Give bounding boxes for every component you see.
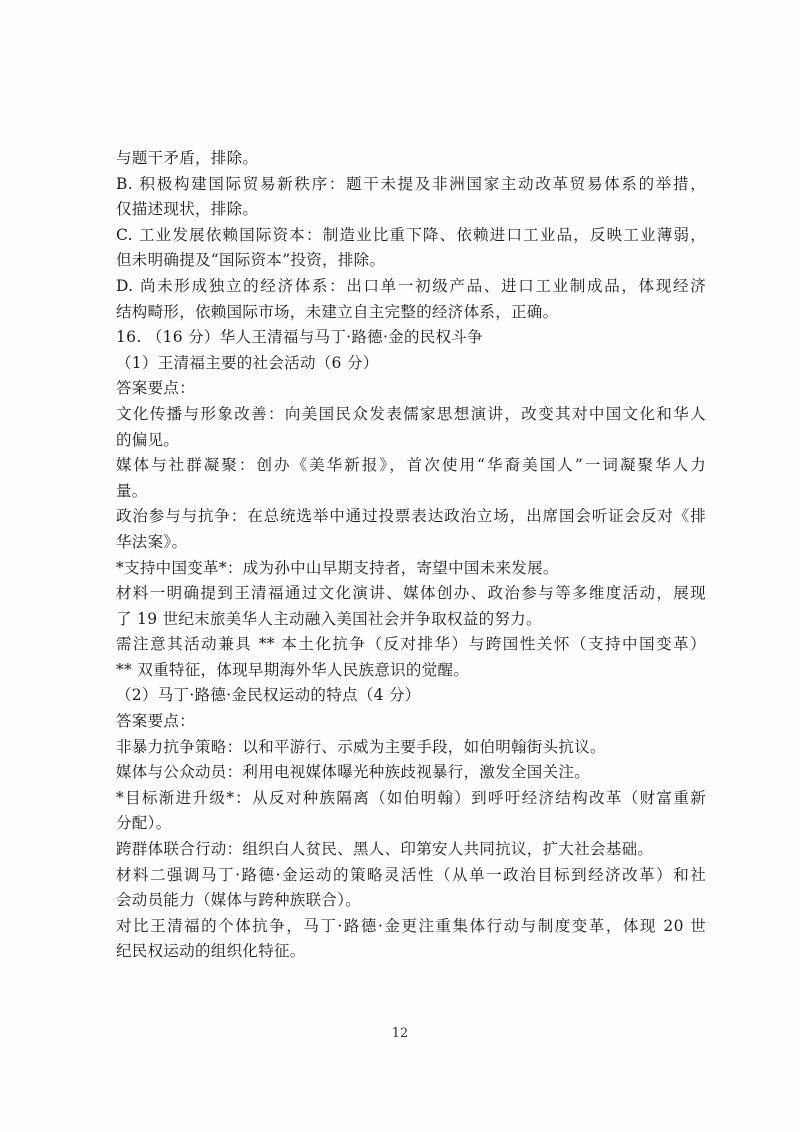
text-line: 仅描述现状，排除。 xyxy=(116,200,259,219)
text-line: 材料二强调马丁·路德·金运动的策略灵活性（从单一政治目标到经济改革）和社 xyxy=(116,865,706,884)
text-line: 但未明确提及“国际资本”投资，排除。 xyxy=(116,251,386,270)
text-line: 分配）。 xyxy=(116,814,172,833)
text-line: B. 积极构建国际贸易新秩序：题干未提及非洲国家主动改革贸易体系的举措， xyxy=(116,174,706,193)
text-line: 结构畸形，依赖国际市场，未建立自主完整的经济体系，正确。 xyxy=(116,302,559,321)
text-line: C. 工业发展依赖国际资本：制造业比重下降、依赖进口工业品，反映工业薄弱， xyxy=(116,225,706,244)
page-number: 12 xyxy=(391,1026,409,1041)
text-line: 跨群体联合行动：组织白人贫民、黑人、印第安人共同抗议，扩大社会基础。 xyxy=(116,840,654,859)
text-line: 答案要点： xyxy=(116,712,196,731)
text-line: 纪民权运动的组织化特征。 xyxy=(116,942,306,961)
text-line: *支持中国变革*：成为孙中山早期支持者，寄望中国未来发展。 xyxy=(116,558,559,577)
text-line: 媒体与公众动员：利用电视媒体曝光种族歧视暴行，激发全国关注。 xyxy=(116,763,591,782)
text-line: 媒体与社群凝聚：创办《美华新报》，首次使用“华裔美国人”一词凝聚华人力 xyxy=(116,456,706,475)
text-line: ** 双重特征，体现早期海外华人民族意识的觉醒。 xyxy=(116,660,470,679)
text-line: 了 19 世纪末旅美华人主动融入美国社会并争取权益的努力。 xyxy=(116,609,542,628)
text-line: 材料一明确提到王清福通过文化演讲、媒体创办、政治参与等多维度活动，展现 xyxy=(116,584,706,603)
text-line: 答案要点： xyxy=(116,379,196,398)
text-line: 会动员能力（媒体与跨种族联合）。 xyxy=(116,891,362,910)
text-line: 华法案》。 xyxy=(116,532,188,551)
text-line: 非暴力抗争策略：以和平游行、示威为主要手段，如伯明翰街头抗议。 xyxy=(116,737,606,756)
text-line: （2）马丁·路德·金民权运动的特点（4 分） xyxy=(116,686,421,705)
text-line: 量。 xyxy=(116,481,148,500)
text-line: 文化传播与形象改善：向美国民众发表儒家思想演讲，改变其对中国文化和华人 xyxy=(116,404,706,423)
text-line: 与题干矛盾，排除。 xyxy=(116,149,259,167)
text-line: （1）王清福主要的社会活动（6 分） xyxy=(116,353,379,372)
text-line: 16. （16 分）华人王清福与马丁·路德·金的民权斗争 xyxy=(116,328,483,347)
text-line: *目标渐进升级*：从反对种族隔离（如伯明翰）到呼吁经济结构改革（财富重新 xyxy=(116,788,706,807)
text-line: 政治参与与抗争：在总统选举中通过投票表达政治立场，出席国会听证会反对《排 xyxy=(116,507,706,526)
text-line: D. 尚未形成独立的经济体系：出口单一初级产品、进口工业制成品，体现经济 xyxy=(116,276,706,295)
text-line: 的偏见。 xyxy=(116,430,180,449)
text-line: 需注意其活动兼具 ** 本土化抗争（反对排华）与跨国性关怀（支持中国变革） xyxy=(116,635,706,654)
text-line: 对比王清福的个体抗争，马丁·路德·金更注重集体行动与制度变革，体现 20 世 xyxy=(116,916,706,935)
answer-text-body xyxy=(116,146,706,965)
